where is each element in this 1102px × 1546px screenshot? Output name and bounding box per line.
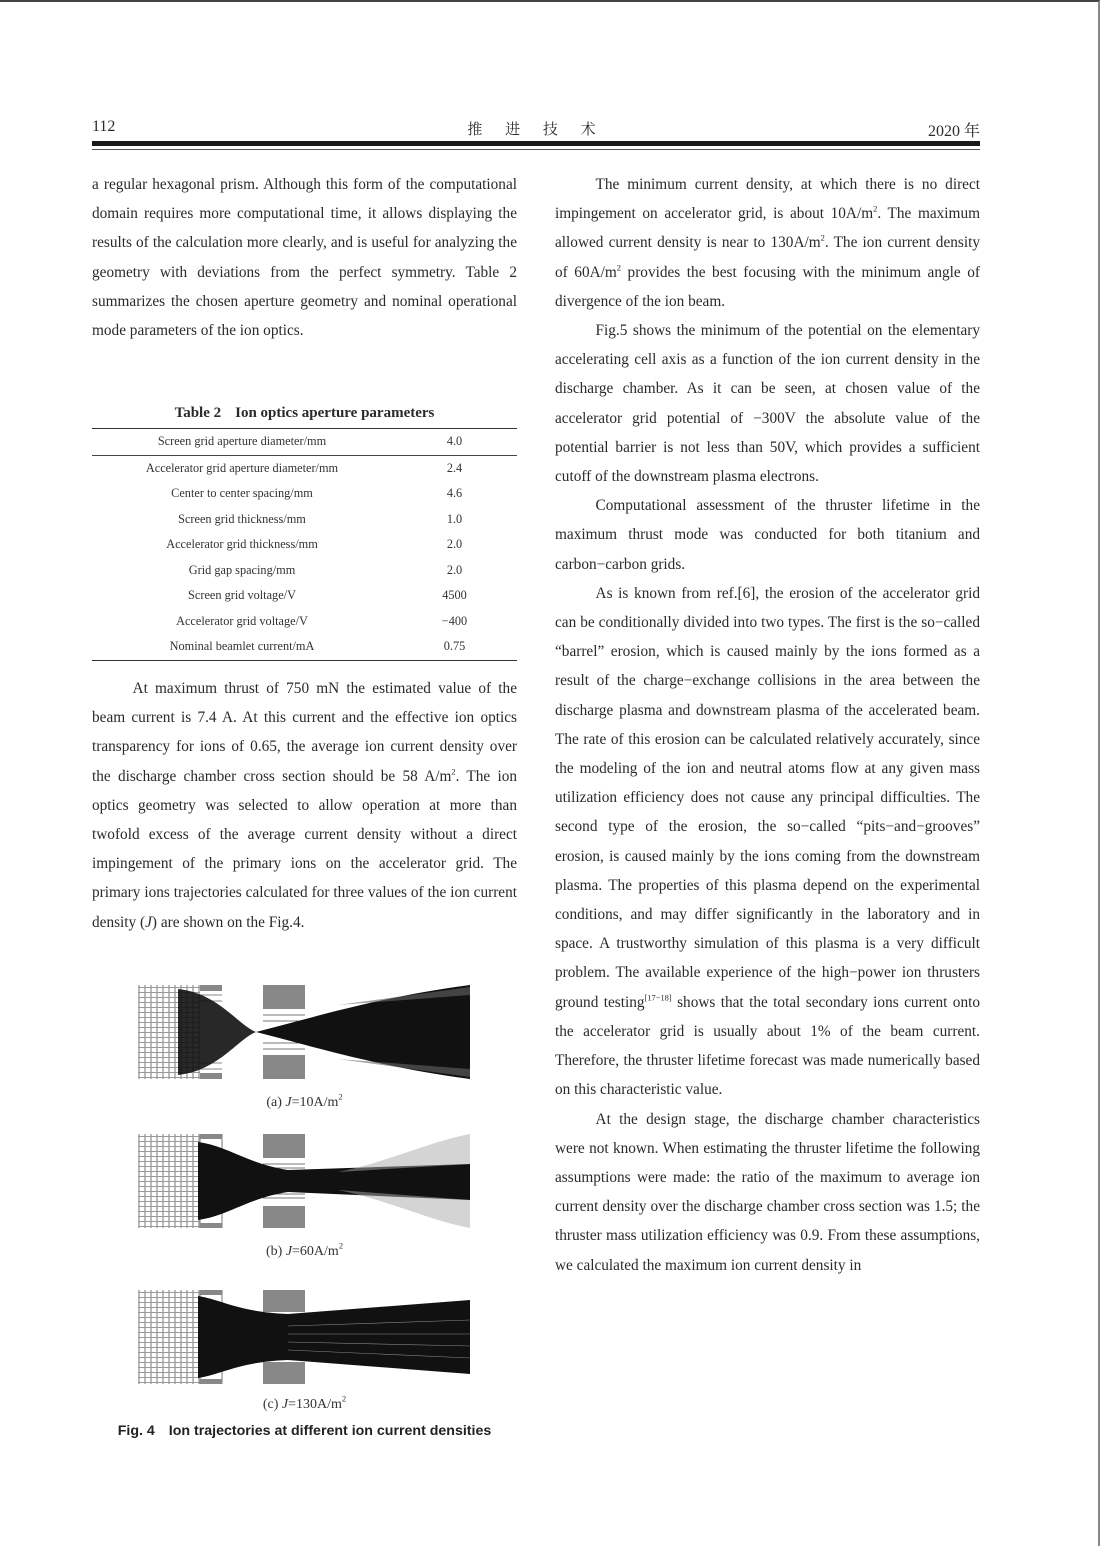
table-cell-value: 2.0: [446, 562, 463, 577]
subfigure-caption-a: (a) $J=10A/m^2$: [266, 1092, 343, 1110]
figure-caption-title: Ion trajectories at different ion current densities: [168, 1423, 492, 1439]
figure-caption: [92, 1423, 517, 1439]
trajectory-plot-a: [138, 985, 470, 1079]
issue-year: 2020 年: [927, 123, 980, 140]
table-cell-parameter: Center to center spacing/mm: [171, 486, 313, 501]
paragraph: Fig.5 shows the minimum of the potential on the elementary accelerating cell axis as a function of the ion current density in the discharge chamber. As it can be seen, at chosen value of the accelerator grid potential of −300V the absolute value of the potential barrier is not less than 50V, which provides a sufficient cutoff of the downstream plasma electrons.: [555, 322, 980, 486]
trajectory-plot-c: [138, 1290, 470, 1384]
table-row: [92, 558, 517, 584]
table-row: [92, 583, 517, 609]
table-row: [92, 507, 517, 533]
table-caption-title: Ion optics aperture parameters: [235, 405, 435, 421]
table-cell-value: 4500: [442, 588, 467, 603]
paragraph: At maximum thrust of 750 mN the estimated value of the beam current is 7.4 A. At this current and the effective ion optics transparency for ions of 0.65, the average ion current density over the discharge chamber cross section should be 58 $A/m^2$. The ion optics geometry was selected to allow operation at more than twofold excess of the average current density without a direct impingement of the primary ions on the accelerator grid. The primary ions trajectories calculated for three values of the ion current density (J) are shown on the Fig.4.: [92, 680, 517, 931]
table-cell-parameter: Accelerator grid voltage/V: [176, 613, 308, 628]
table-caption-number: Table 2: [174, 405, 222, 421]
paragraph: The minimum current density, at which there is no direct impingement on accelerator grid, is about $10A/m^2$. The maximum allowed current density is near to $130A/m^2$. The ion current density of $60A/m^2$ provides the best focusing with the minimum angle of divergence of the ion beam.: [555, 176, 981, 310]
table-cell-parameter: Accelerator grid thickness/mm: [166, 537, 318, 552]
table-cell-value: 0.75: [443, 639, 466, 654]
table-cell-value: 2.0: [446, 537, 463, 552]
left-column-lower: [92, 674, 517, 937]
left-column: [92, 170, 517, 345]
table-cell-value: 4.0: [392, 429, 517, 456]
table-row: [92, 481, 517, 507]
table-caption: [92, 402, 517, 428]
citation: [17−18]: [644, 993, 672, 1003]
table-row: [92, 455, 517, 481]
figure-4: [92, 985, 517, 1415]
table-cell-value: 2.4: [446, 460, 463, 475]
figure-caption-number: Fig. 4: [117, 1423, 155, 1439]
table-cell-value: −400: [441, 613, 468, 628]
running-header: [92, 118, 980, 140]
right-column: [555, 170, 980, 1280]
ion-trajectory-image: [138, 1290, 470, 1384]
table-cell-parameter: Screen grid thickness/mm: [178, 511, 306, 526]
table-cell-parameter: Screen grid voltage/V: [188, 588, 296, 603]
ion-trajectory-image: [138, 985, 470, 1079]
parameters-table: [92, 428, 517, 661]
table-cell-parameter: Grid gap spacing/mm: [188, 562, 296, 577]
paragraph: At the design stage, the discharge chamber characteristics were not known. When estimating the thruster lifetime the following assumptions were made: the ratio of the maximum to average ion current density over the discharge chamber cross section was 1.5; the thruster mass utilization efficiency was 0.9. From these assumptions, we calculated the maximum ion current density in: [555, 1110, 980, 1274]
paragraph: a regular hexagonal prism. Although this form of the computational domain requires more computational time, it allows displaying the results of the calculation more clearly, and is useful for analyzing the geometry with deviations from the perfect symmetry. Table 2 summarizes the chosen aperture geometry and nominal operational mode parameters of the ion optics.: [92, 176, 517, 340]
table-cell-parameter: Nominal beamlet current/mA: [169, 639, 315, 654]
table-cell-value: 1.0: [446, 511, 463, 526]
subfigure-caption-c: (c) $J=130A/m^2$: [262, 1394, 347, 1412]
paragraph: As is known from ref.[6], the erosion of the accelerator grid can be conditionally divided into two types. The first is the so−called “barrel” erosion, which is caused mainly by the ions formed as a result of the charge−exchange collisions in the area between the discharge plasma and downstream plasma of the accelerated beam. The rate of this erosion can be calculated relatively accurately, since the modeling of the ion and neutral atoms flow at any given mass utilization efficiency does not cause any principal difficulties. The second type of the erosion, the so−called “pits−and−grooves” erosion, is caused mainly by the ions coming from the downstream plasma. The properties of this plasma depend on the experimental conditions, and may differ significantly in the laboratory and in space. A trustworthy simulation of this plasma is a very difficult problem. The available experience of the high−power ion thrusters ground testing[17−18] shows that the total secondary ions current onto the accelerator grid is usually about 1% of the beam current. Therefore, the thruster lifetime forecast was made numerically based on this characteristic value.: [555, 584, 980, 1099]
header-rule-thick: [92, 141, 980, 146]
ion-trajectory-image: [138, 1134, 470, 1228]
table-cell-parameter: Accelerator grid aperture diameter/mm: [145, 460, 339, 475]
paragraph: Computational assessment of the thruster lifetime in the maximum thrust mode was conducted for both titanium and carbon−carbon grids.: [555, 497, 980, 573]
table-row: [92, 609, 517, 635]
table-row: [92, 532, 517, 558]
journal-title: 推 进 技 术: [467, 120, 605, 138]
table-cell-parameter: Screen grid aperture diameter/mm: [92, 429, 392, 456]
subfigure-caption-b: (b) $J=60A/m^2$: [265, 1241, 344, 1259]
page-number: 112: [92, 118, 116, 135]
table-row: [92, 429, 517, 456]
table-row: [92, 634, 517, 660]
table-cell-value: 4.6: [446, 486, 463, 501]
table-2: [92, 402, 517, 661]
header-rule-thin: [92, 149, 980, 150]
trajectory-plot-b: [138, 1134, 470, 1228]
